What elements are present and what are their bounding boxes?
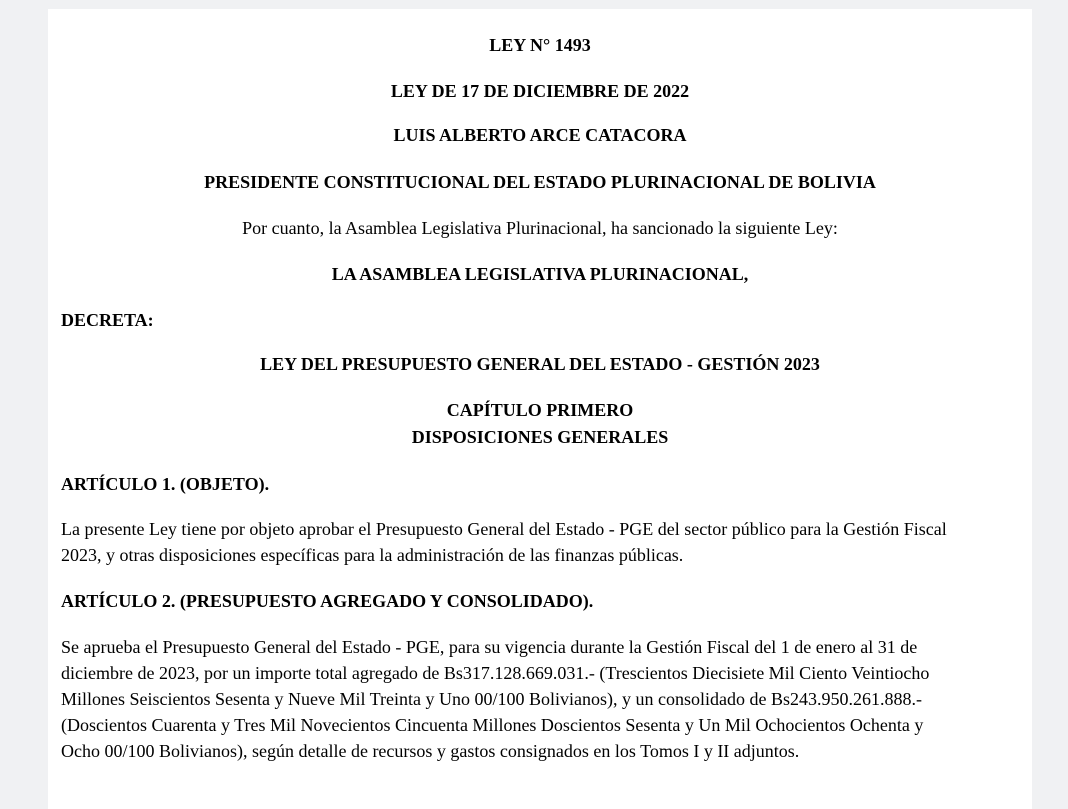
law-date: LEY DE 17 DE DICIEMBRE DE 2022 [390,81,690,101]
article-2-line: Millones Seiscientos Sesenta y Nueve Mil Treinta y Uno 00/100 Bolivianos), y un consolidado de Bs243.950.261.888.- [61,689,922,709]
article-1-line: La presente Ley tiene por objeto aprobar el Presupuesto General del Estado - PGE del sector público para la Gestión Fiscal [61,519,947,539]
president-name: LUIS ALBERTO ARCE CATACORA [393,125,687,145]
decreta: DECRETA: [61,310,154,330]
article-2-line: (Doscientos Cuarenta y Tres Mil Novecientos Cincuenta Millones Doscientos Sesenta y Un Mil Ochocientos Ochenta y [61,715,924,735]
article-2-line: diciembre de 2023, por un importe total agregado de Bs317.128.669.031.- (Trescientos Diecisiete Mil Ciento Veintiocho [61,663,930,683]
preamble: Por cuanto, la Asamblea Legislativa Plurinacional, ha sancionado la siguiente Ley: [242,218,838,238]
article-1-heading: ARTÍCULO 1. (OBJETO). [61,474,270,494]
assembly: LA ASAMBLEA LEGISLATIVA PLURINACIONAL, [331,264,749,284]
chapter-subtitle: DISPOSICIONES GENERALES [411,427,669,447]
president-title: PRESIDENTE CONSTITUCIONAL DEL ESTADO PLURINACIONAL DE BOLIVIA [204,172,876,192]
article-2-line: Se aprueba el Presupuesto General del Estado - PGE, para su vigencia durante la Gestión Fiscal del 1 de enero al 31 de [61,637,918,657]
article-1-line: 2023, y otras disposiciones específicas para la administración de las finanzas públicas. [61,545,684,565]
article-2-line: Ocho 00/100 Bolivianos), según detalle de recursos y gastos consignados en los Tomos I y II adjuntos. [61,741,800,761]
law-number: LEY N° 1493 [489,35,591,55]
chapter-title: CAPÍTULO PRIMERO [446,400,634,420]
law-title: LEY DEL PRESUPUESTO GENERAL DEL ESTADO - GESTIÓN 2023 [260,354,820,374]
document-page [48,9,1032,809]
article-2-heading: ARTÍCULO 2. (PRESUPUESTO AGREGADO Y CONSOLIDADO). [61,591,594,611]
